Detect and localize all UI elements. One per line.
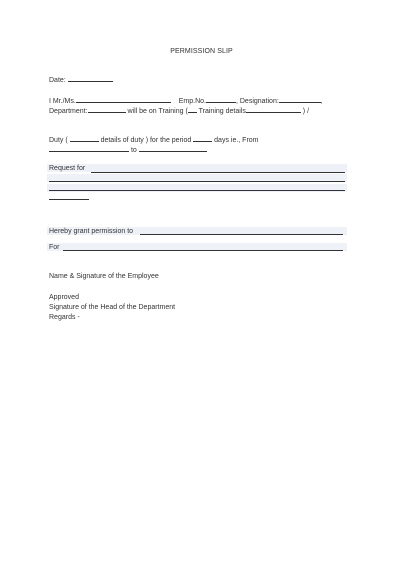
details-of-duty-label: details of duty ) for the period bbox=[100, 137, 192, 144]
training-blank[interactable] bbox=[188, 106, 197, 113]
emp-no-label: Emp.No. bbox=[178, 98, 206, 105]
designation-field[interactable] bbox=[279, 96, 321, 103]
from-date-field[interactable] bbox=[49, 145, 129, 152]
duty-row bbox=[49, 135, 259, 144]
employee-row bbox=[49, 96, 323, 105]
request-line-3[interactable] bbox=[49, 190, 345, 191]
mr-ms-label: I Mr./Ms. bbox=[49, 98, 76, 105]
emp-no-field[interactable] bbox=[206, 96, 236, 103]
training-details-field[interactable] bbox=[246, 106, 301, 113]
regards-label: Regards - bbox=[49, 314, 80, 321]
date-label: Date: bbox=[49, 77, 66, 84]
request-label: Request for bbox=[49, 165, 86, 172]
for-label: For bbox=[49, 244, 60, 251]
request-line-4[interactable] bbox=[49, 199, 89, 200]
request-line-1[interactable] bbox=[91, 172, 345, 173]
training-close: ) / bbox=[302, 108, 310, 115]
department-field[interactable] bbox=[88, 106, 126, 113]
days-label: days ie., From bbox=[214, 137, 259, 144]
duty-field[interactable] bbox=[70, 135, 99, 142]
grant-label: Hereby grant permission to bbox=[49, 228, 134, 235]
grant-line[interactable] bbox=[140, 234, 343, 235]
row1-end-comma: , bbox=[320, 98, 323, 105]
to-date-field[interactable] bbox=[139, 145, 207, 152]
employee-name-field[interactable] bbox=[76, 96, 171, 103]
request-line-2[interactable] bbox=[49, 181, 345, 182]
training-details-label: Training details bbox=[198, 108, 246, 115]
to-label: to bbox=[130, 147, 137, 154]
for-line[interactable] bbox=[63, 250, 343, 251]
from-to-row bbox=[49, 145, 207, 154]
department-row bbox=[49, 106, 309, 115]
date-row bbox=[49, 75, 113, 84]
period-field[interactable] bbox=[193, 135, 212, 142]
training-label: will be on Training ( bbox=[127, 108, 188, 115]
date-field[interactable] bbox=[68, 75, 113, 82]
employee-signature-label: Name & Signature of the Employee bbox=[49, 273, 159, 280]
duty-label: Duty ( bbox=[49, 137, 68, 144]
department-label: Department: bbox=[49, 108, 88, 115]
document-title: PERMISSION SLIP bbox=[170, 48, 233, 55]
approved-label: Approved bbox=[49, 294, 79, 301]
designation-label: , Designation: bbox=[235, 98, 279, 105]
hod-signature-label: Signature of the Head of the Department bbox=[49, 304, 176, 311]
request-band bbox=[47, 164, 347, 172]
